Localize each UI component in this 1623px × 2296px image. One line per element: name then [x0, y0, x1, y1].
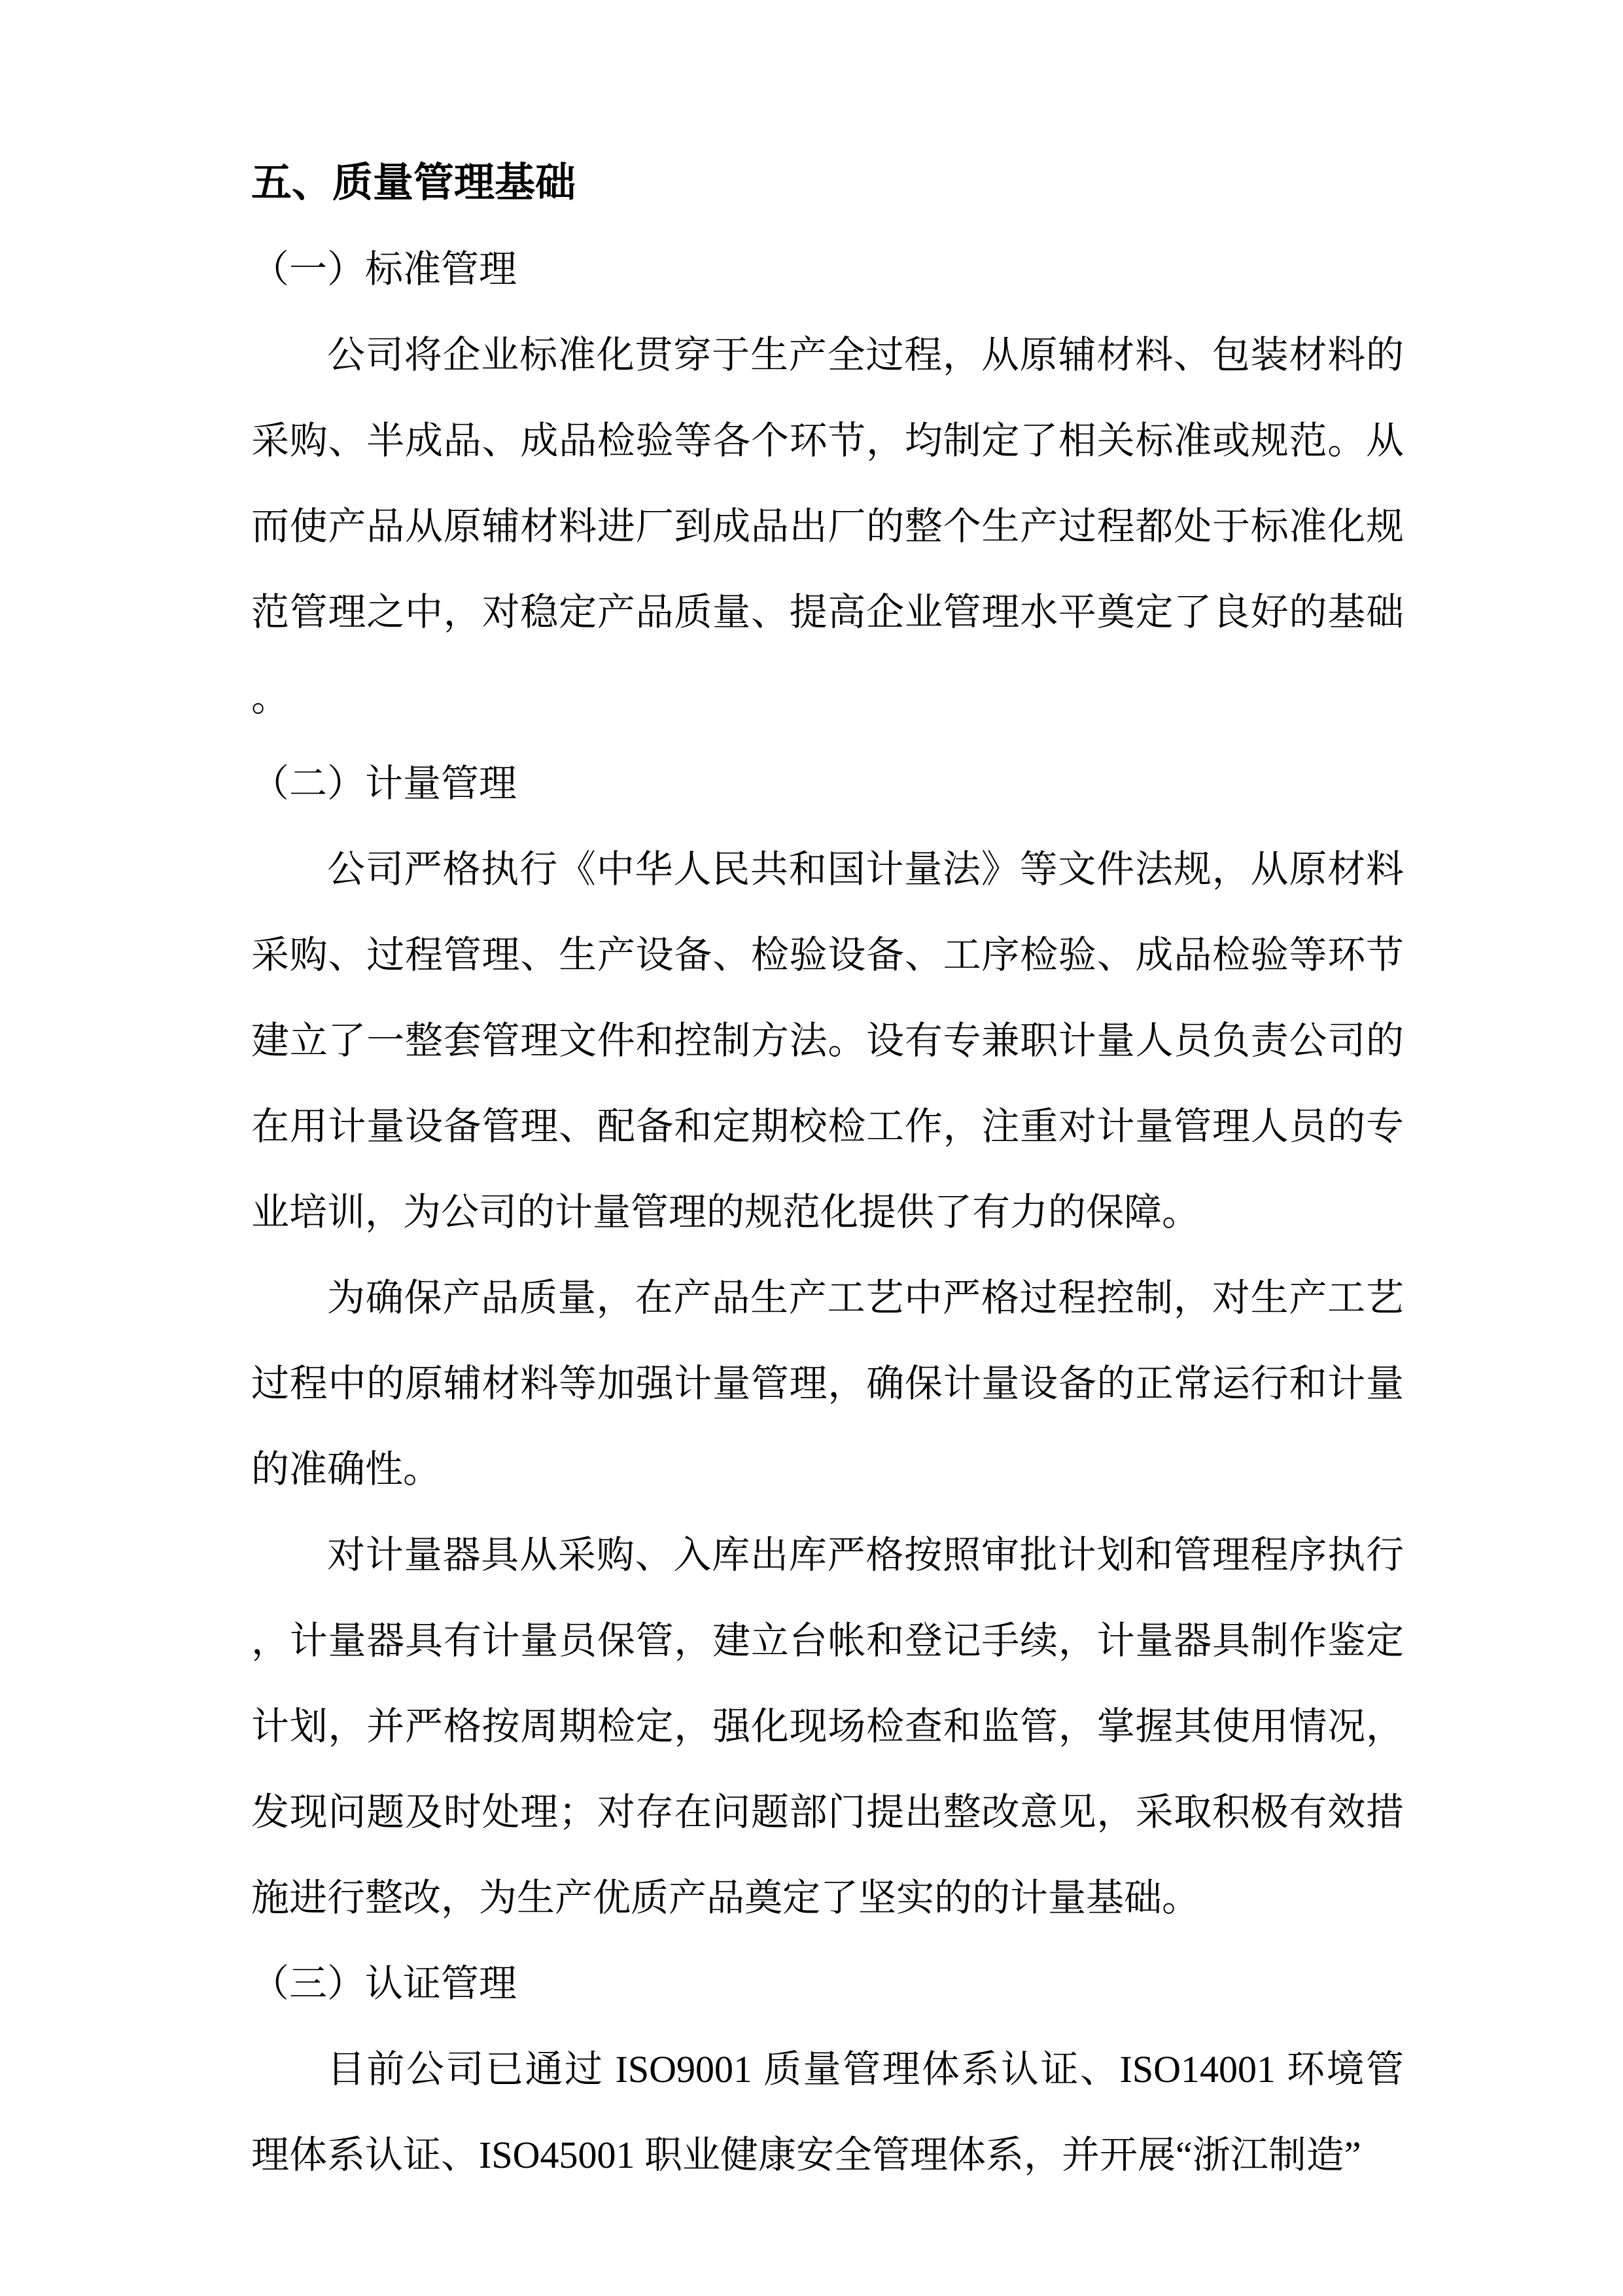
paragraph: 对计量器具从采购、入库出库严格按照审批计划和管理程序执行，计量器具有计量员保管，建立台帐和登记手续，计量器具制作鉴定计划，并严格按周期检定，强化现场检查和监管，掌握其使用情况，发现问题及时处理；对存在问题部门提出整改意见，采取积极有效措施进行整改，为生产优质产品奠定了坚实的的计量基础。: [251, 1534, 1404, 1919]
section-heading-2: （二）计量管理: [251, 762, 517, 805]
paragraph: 公司严格执行《中华人民共和国计量法》等文件法规，从原材料采购、过程管理、生产设备、检验设备、工序检验、成品检验等环节建立了一整套管理文件和控制方法。设有专兼职计量人员负责公司的在用计量设备管理、配备和定期校检工作，注重对计量管理人员的专业培训，为公司的计量管理的规范化提供了有力的保障。: [251, 848, 1404, 1233]
section-heading-1: （一）标准管理: [251, 248, 517, 291]
page-title: 五、质量管理基础: [251, 161, 576, 205]
section-heading-3: （三）认证管理: [251, 1962, 517, 2005]
paragraph: 公司将企业标准化贯穿于生产全过程，从原辅材料、包装材料的采购、半成品、成品检验等各个环节，均制定了相关标准或规范。从而使产品从原辅材料进厂到成品出厂的整个生产过程都处于标准化规范管理之中，对稳定产品质量、提高企业管理水平奠定了良好的基础。: [251, 334, 1404, 719]
paragraph: 为确保产品质量，在产品生产工艺中严格过程控制，对生产工艺过程中的原辅材料等加强计量管理，确保计量设备的正常运行和计量的准确性。: [251, 1277, 1404, 1491]
paragraph: 目前公司已通过 ISO9001 质量管理体系认证、ISO14001 环境管理体系认证、ISO45001 职业健康安全管理体系，并开展“浙江制造”: [251, 2048, 1404, 2176]
